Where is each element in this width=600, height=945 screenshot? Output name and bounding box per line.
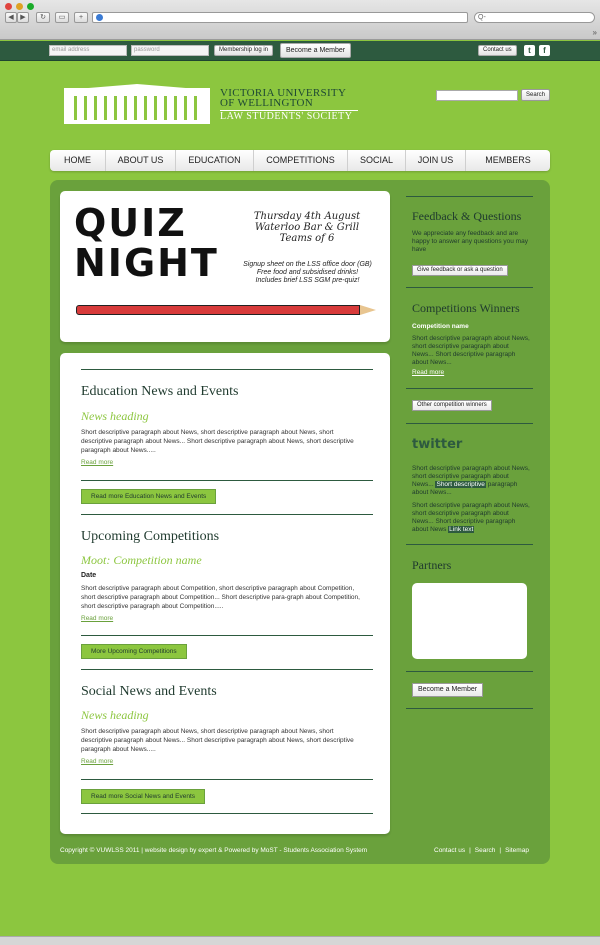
banner-teams: Teams of 6 <box>279 233 335 244</box>
feedback-title: Feedback & Questions <box>412 209 522 223</box>
sidebar-divider <box>406 423 533 424</box>
tweet-2-text: Short descriptive paragraph about News, short descriptive paragraph about News... Short descriptive paragraph about News <box>412 502 530 533</box>
site-search-input[interactable] <box>436 90 518 101</box>
nav-social[interactable]: SOCIAL <box>348 150 406 171</box>
tweet-2-link[interactable]: Link text <box>449 526 474 533</box>
add-tab-icon[interactable]: + <box>74 12 88 23</box>
sidebar-divider <box>406 708 533 709</box>
logo-line-2: OF WELLINGTON <box>220 97 314 109</box>
banner-note-1: Signup sheet on the LSS office door (GB) <box>243 261 372 268</box>
divider <box>81 779 373 780</box>
logo-line-3: LAW STUDENTS' SOCIETY <box>220 111 353 122</box>
banner-venue: Waterloo Bar & Grill <box>254 222 360 233</box>
footer-sitemap-link[interactable]: Sitemap <box>505 847 529 854</box>
winners-title: Competitions Winners <box>412 301 520 315</box>
banner-title-line-1: QUIZ <box>74 201 187 245</box>
banner-title <box>74 203 219 283</box>
divider <box>81 514 373 515</box>
social-more-button[interactable]: Read more Social News and Events <box>81 789 205 804</box>
competition-heading[interactable]: Moot: Competition name <box>81 553 202 567</box>
other-winners-button[interactable]: Other competition winners <box>412 400 492 411</box>
nav-join-us[interactable]: JOIN US <box>406 150 466 171</box>
tweet-1-text: Short descriptive paragraph about News, short descriptive paragraph about News... <box>412 465 530 488</box>
facebook-icon[interactable]: f <box>539 45 550 56</box>
education-section-title: Education News and Events <box>81 384 239 399</box>
banner-title-line-2: NIGHT <box>74 241 219 285</box>
footer-copyright: Copyright © VUWLSS 2011 | website design by expert & Powered by MoST - Students Association System <box>60 847 368 854</box>
tweet-1 <box>412 465 532 497</box>
footer-separator: | <box>469 847 471 854</box>
minimize-icon[interactable] <box>16 3 23 10</box>
become-member-button[interactable]: Become a Member <box>280 43 351 58</box>
banner-details <box>232 211 382 244</box>
contact-us-button[interactable]: Contact us <box>478 45 517 56</box>
divider <box>81 635 373 636</box>
footer-separator: | <box>499 847 502 854</box>
divider <box>81 369 373 370</box>
nav-education[interactable]: EDUCATION <box>176 150 254 171</box>
tweet-1-link[interactable]: Short descriptive <box>436 481 485 488</box>
tweet-1-text-end: paragraph about News... <box>412 481 518 496</box>
globe-icon <box>96 14 103 21</box>
competition-read-more-link[interactable]: Read more <box>81 615 114 622</box>
pencil-icon <box>76 305 360 315</box>
banner-date: Thursday 4th August <box>253 211 361 222</box>
sidebar-divider <box>406 671 533 672</box>
address-bar[interactable] <box>92 12 468 23</box>
top-bar <box>0 41 600 61</box>
feedback-text: We appreciate any feedback and are happy to answer any questions you may have <box>412 230 528 253</box>
browser-chrome <box>0 0 600 40</box>
reload-icon[interactable]: ↻ <box>36 12 50 23</box>
social-news-heading[interactable]: News heading <box>81 708 149 722</box>
education-read-more-link[interactable]: Read more <box>81 459 114 466</box>
main-nav <box>50 150 550 171</box>
sidebar-divider <box>406 388 533 389</box>
logo-line-1: VICTORIA UNIVERSITY <box>220 87 347 99</box>
close-icon[interactable] <box>5 3 12 10</box>
nav-home[interactable]: HOME <box>50 150 106 171</box>
divider <box>81 669 373 670</box>
banner-note-3: Includes brief LSS SGM pre-quiz! <box>255 277 360 284</box>
logo-divider <box>220 110 358 111</box>
competition-date: Date <box>81 572 97 579</box>
social-section-title: Social News and Events <box>81 684 217 699</box>
sidebar-divider <box>406 544 533 545</box>
partners-box <box>412 583 527 659</box>
nav-members[interactable]: MEMBERS <box>485 155 531 165</box>
building-logo-icon[interactable] <box>64 88 210 124</box>
winners-read-more-link[interactable]: Read more <box>412 369 445 376</box>
partners-title: Partners <box>412 558 452 572</box>
tweet-2 <box>412 502 532 534</box>
competitions-more-button[interactable]: More Upcoming Competitions <box>81 644 187 659</box>
social-read-more-link[interactable]: Read more <box>81 758 114 765</box>
browser-scrollbar[interactable] <box>0 936 600 945</box>
chevron-right-icon[interactable]: » <box>592 28 597 37</box>
sidebar-divider <box>406 287 533 288</box>
pencil-tip-icon <box>360 305 376 315</box>
nav-competitions[interactable]: COMPETITIONS <box>254 150 348 171</box>
window-controls <box>5 3 34 10</box>
footer-links <box>434 847 529 854</box>
education-more-button[interactable]: Read more Education News and Events <box>81 489 216 504</box>
bookmark-icon[interactable]: ▭ <box>55 12 69 23</box>
login-button[interactable]: Membership log in <box>214 45 273 56</box>
browser-search-input[interactable]: Q- <box>474 12 595 23</box>
footer-contact-link[interactable]: Contact us <box>434 847 466 854</box>
winners-competition-name: Competition name <box>412 323 469 330</box>
sidebar-become-member-button[interactable]: Become a Member <box>412 683 483 697</box>
education-news-body: Short descriptive paragraph about News, short descriptive paragraph about News, short descriptive paragraph about News... Short descriptive paragraph about News, short descriptive paragraph about News..... <box>81 429 354 454</box>
site-search-button[interactable]: Search <box>521 89 550 101</box>
forward-arrow-icon[interactable]: ▶ <box>17 12 29 23</box>
footer-search-link[interactable]: Search <box>474 847 496 854</box>
competition-body: Short descriptive paragraph about Competition, short descriptive paragraph about Competition, short descriptive paragraph about Competition... Short descriptive para-graph about Competition, short descriptive paragraph about Competition..... <box>81 585 360 610</box>
sidebar-divider <box>406 196 533 197</box>
banner-note-2: Free food and subsidised drinks! <box>256 269 359 276</box>
banner-notes <box>230 261 385 285</box>
education-news-heading[interactable]: News heading <box>81 409 149 423</box>
competitions-section-title: Upcoming Competitions <box>81 529 220 544</box>
divider <box>81 813 373 814</box>
site-logo-text[interactable] <box>220 88 352 122</box>
feedback-button[interactable]: Give feedback or ask a question <box>412 265 508 276</box>
twitter-logo-icon[interactable]: twitter <box>412 437 463 452</box>
nav-about-us[interactable]: ABOUT US <box>106 150 176 171</box>
password-input[interactable]: password <box>131 45 209 56</box>
zoom-icon[interactable] <box>27 3 34 10</box>
back-arrow-icon[interactable]: ◀ <box>5 12 17 23</box>
divider <box>81 480 373 481</box>
twitter-icon[interactable]: t <box>524 45 535 56</box>
email-input[interactable]: email address <box>49 45 127 56</box>
winners-text: Short descriptive paragraph about News, short descriptive paragraph about News... Short descriptive paragraph about News... <box>412 335 530 366</box>
quiz-night-banner[interactable] <box>60 191 390 342</box>
social-news-body: Short descriptive paragraph about News, short descriptive paragraph about News, short descriptive paragraph about News... Short descriptive paragraph about News, short descriptive paragraph about News..... <box>81 728 354 753</box>
